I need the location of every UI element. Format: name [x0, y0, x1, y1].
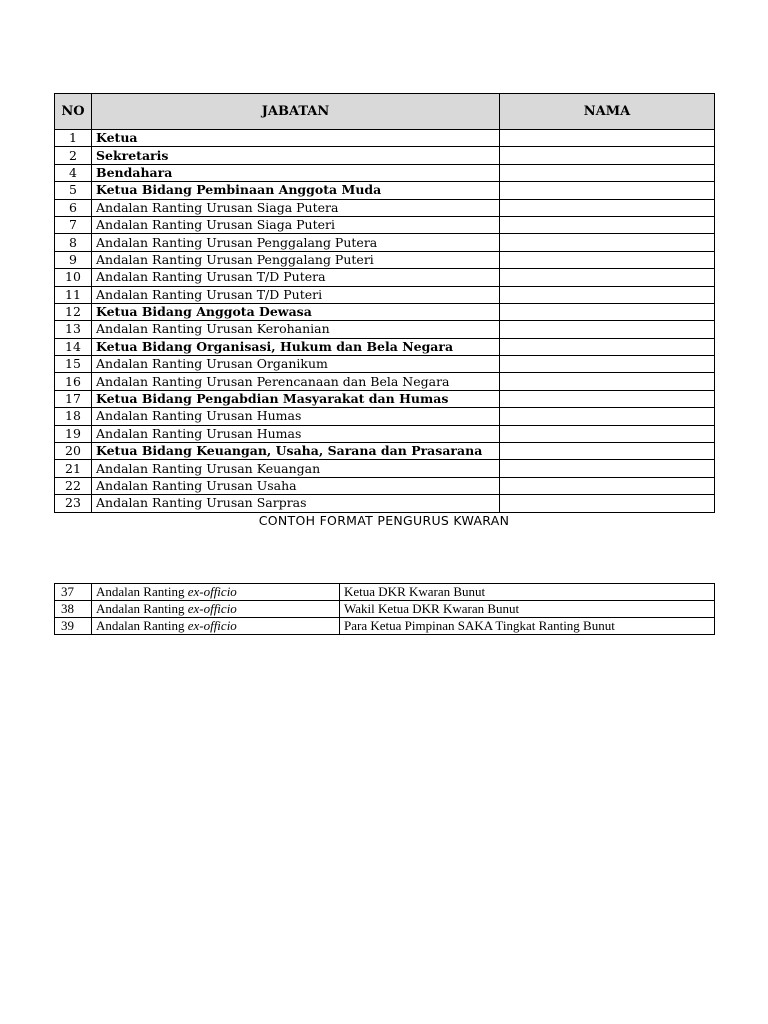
row-no: 17: [55, 390, 92, 407]
row-no: 39: [55, 618, 92, 635]
row-no: 18: [55, 408, 92, 425]
table-row: [55, 251, 715, 268]
header-jabatan: JABATAN: [92, 94, 500, 130]
row-nama: [500, 495, 715, 512]
jabatan-prefix: Andalan Ranting: [96, 618, 188, 633]
row-no: 38: [55, 601, 92, 618]
row-no: 21: [55, 460, 92, 477]
table-row: [55, 618, 715, 635]
row-jabatan: [92, 618, 340, 635]
row-no: 14: [55, 338, 92, 355]
row-keterangan: Ketua DKR Kwaran Bunut: [340, 584, 715, 601]
table-row: [55, 216, 715, 233]
row-no: 23: [55, 495, 92, 512]
table-row: [55, 269, 715, 286]
row-nama: [500, 443, 715, 460]
jabatan-italic: ex-officio: [187, 601, 237, 616]
row-no: 12: [55, 303, 92, 320]
header-no: NO: [55, 94, 92, 130]
table-row: [55, 182, 715, 199]
table-row: [55, 373, 715, 390]
row-keterangan: Para Ketua Pimpinan SAKA Tingkat Ranting Bunut: [340, 618, 715, 635]
row-keterangan: Wakil Ketua DKR Kwaran Bunut: [340, 601, 715, 618]
row-nama: [500, 164, 715, 181]
row-no: 22: [55, 477, 92, 494]
table-row: [55, 130, 715, 147]
row-nama: [500, 251, 715, 268]
table-row: [55, 356, 715, 373]
row-no: 7: [55, 216, 92, 233]
row-jabatan: Andalan Ranting Urusan Penggalang Putera: [92, 234, 500, 251]
row-no: 13: [55, 321, 92, 338]
row-no: 2: [55, 147, 92, 164]
row-nama: [500, 182, 715, 199]
table-row: [55, 321, 715, 338]
jabatan-italic: ex-officio: [187, 618, 237, 633]
row-nama: [500, 269, 715, 286]
row-jabatan: [92, 601, 340, 618]
table-row: [55, 443, 715, 460]
row-jabatan: Andalan Ranting Urusan Humas: [92, 408, 500, 425]
row-jabatan: Andalan Ranting Urusan Humas: [92, 425, 500, 442]
row-no: 37: [55, 584, 92, 601]
table-row: [55, 584, 715, 601]
row-nama: [500, 390, 715, 407]
row-jabatan: Ketua Bidang Organisasi, Hukum dan Bela Negara: [92, 338, 500, 355]
table-row: [55, 147, 715, 164]
table-row: [55, 601, 715, 618]
row-jabatan: Andalan Ranting Urusan Siaga Puteri: [92, 216, 500, 233]
jabatan-italic: ex-officio: [187, 584, 237, 599]
row-nama: [500, 234, 715, 251]
table-row: [55, 234, 715, 251]
table-row: [55, 303, 715, 320]
header-nama: NAMA: [500, 94, 715, 130]
row-nama: [500, 147, 715, 164]
table-row: [55, 390, 715, 407]
row-no: 5: [55, 182, 92, 199]
row-no: 1: [55, 130, 92, 147]
row-nama: [500, 303, 715, 320]
row-nama: [500, 460, 715, 477]
ex-officio-table: [54, 583, 715, 635]
row-jabatan: Ketua Bidang Keuangan, Usaha, Sarana dan Prasarana: [92, 443, 500, 460]
row-jabatan: Andalan Ranting Urusan Siaga Putera: [92, 199, 500, 216]
row-jabatan: Andalan Ranting Urusan Sarpras: [92, 495, 500, 512]
row-jabatan: Ketua Bidang Pembinaan Anggota Muda: [92, 182, 500, 199]
row-no: 4: [55, 164, 92, 181]
row-jabatan: Andalan Ranting Urusan Organikum: [92, 356, 500, 373]
row-no: 6: [55, 199, 92, 216]
row-jabatan: Sekretaris: [92, 147, 500, 164]
row-nama: [500, 130, 715, 147]
table-row: [55, 199, 715, 216]
row-nama: [500, 477, 715, 494]
row-nama: [500, 286, 715, 303]
row-jabatan: Bendahara: [92, 164, 500, 181]
row-no: 11: [55, 286, 92, 303]
row-jabatan: Ketua Bidang Pengabdian Masyarakat dan Humas: [92, 390, 500, 407]
row-jabatan: Andalan Ranting Urusan Usaha: [92, 477, 500, 494]
row-no: 8: [55, 234, 92, 251]
table-row: [55, 408, 715, 425]
jabatan-prefix: Andalan Ranting: [96, 601, 188, 616]
row-no: 10: [55, 269, 92, 286]
jabatan-prefix: Andalan Ranting: [96, 584, 188, 599]
row-jabatan: Ketua Bidang Anggota Dewasa: [92, 303, 500, 320]
table-row: [55, 460, 715, 477]
row-nama: [500, 321, 715, 338]
row-no: 9: [55, 251, 92, 268]
table-row: [55, 164, 715, 181]
row-jabatan: [92, 584, 340, 601]
row-no: 15: [55, 356, 92, 373]
table-row: [55, 495, 715, 512]
row-jabatan: Ketua: [92, 130, 500, 147]
table-header-row: [55, 94, 715, 130]
row-nama: [500, 425, 715, 442]
row-nama: [500, 199, 715, 216]
row-jabatan: Andalan Ranting Urusan Perencanaan dan Bela Negara: [92, 373, 500, 390]
row-jabatan: Andalan Ranting Urusan T/D Putera: [92, 269, 500, 286]
table-caption: CONTOH FORMAT PENGURUS KWARAN: [258, 513, 510, 528]
table-row: [55, 338, 715, 355]
row-jabatan: Andalan Ranting Urusan Keuangan: [92, 460, 500, 477]
row-nama: [500, 338, 715, 355]
table-row: [55, 286, 715, 303]
row-nama: [500, 216, 715, 233]
row-nama: [500, 408, 715, 425]
row-jabatan: Andalan Ranting Urusan Penggalang Puteri: [92, 251, 500, 268]
row-nama: [500, 356, 715, 373]
table-row: [55, 477, 715, 494]
row-jabatan: Andalan Ranting Urusan Kerohanian: [92, 321, 500, 338]
row-no: 16: [55, 373, 92, 390]
row-no: 20: [55, 443, 92, 460]
row-jabatan: Andalan Ranting Urusan T/D Puteri: [92, 286, 500, 303]
row-no: 19: [55, 425, 92, 442]
table-row: [55, 425, 715, 442]
pengurus-table: [54, 93, 715, 513]
row-nama: [500, 373, 715, 390]
